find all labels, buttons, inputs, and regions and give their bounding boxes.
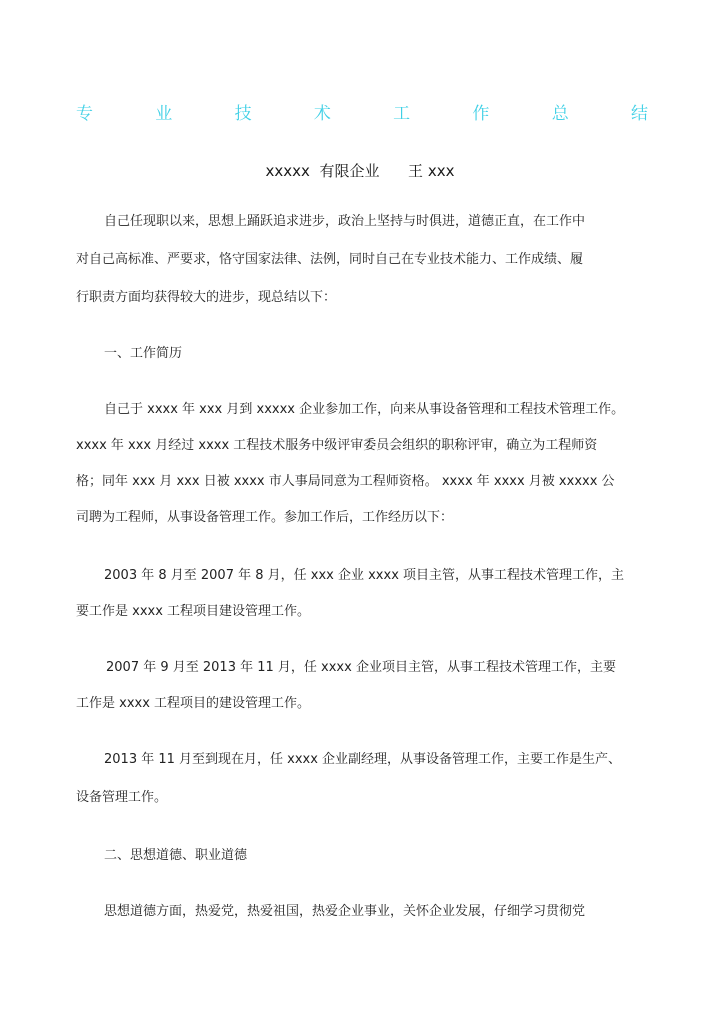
- history-entry-line: 2013 年 11 月至到现在月，任 xxxx 企业副经理，从事设备管理工作，主要工作是生产、: [104, 752, 622, 767]
- title-char: 工: [393, 104, 411, 124]
- title-char: 技: [234, 104, 252, 124]
- paragraph-line: 思想道德方面，热爱党，热爱祖国，热爱企业事业，关怀企业发展，仔细学习贯彻党: [104, 904, 586, 919]
- paragraph-line: xxxx 年 xxx 月经过 xxxx 工程技术服务中级评审委员会组织的职称评审，确立为工程师资: [76, 438, 598, 453]
- history-entry-line: 要工作是 xxxx 工程项目建设管理工作。: [76, 604, 311, 619]
- title-char: 业: [155, 104, 173, 124]
- history-entry-line: 设备管理工作。: [76, 790, 168, 805]
- document-subtitle: xxxxx 有限企业 王 xxx: [265, 162, 455, 180]
- title-char: 总: [551, 104, 569, 124]
- title-char: 专: [76, 104, 93, 124]
- intro-line: 对自己高标准、严要求，恪守国家法律、法例，同时自己在专业技术能力、工作成绩、履: [76, 252, 584, 267]
- title-char: 结: [630, 104, 648, 124]
- section-heading-ethics: 二、思想道德、职业道德: [104, 848, 248, 863]
- history-entry-line: 2007 年 9 月至 2013 年 11 月，任 xxxx 企业项目主管，从事工程技术管理工作，主要: [106, 660, 616, 675]
- title-char: 作: [472, 104, 490, 124]
- section-heading-work-history: 一、工作简历: [104, 346, 183, 361]
- history-entry-line: 工作是 xxxx 工程项目的建设管理工作。: [76, 696, 311, 711]
- history-entry-line: 2003 年 8 月至 2007 年 8 月，任 xxx 企业 xxxx 项目主管，从事工程技术管理工作，主: [104, 568, 625, 583]
- title-char: 术: [313, 104, 331, 124]
- paragraph-line: 自己于 xxxx 年 xxx 月到 xxxxx 企业参加工作，向来从事设备管理和工程技术管理工作。: [104, 402, 625, 417]
- document-title: [76, 102, 648, 126]
- intro-line: 自己任现职以来，思想上踊跃追求进步，政治上坚持与时俱进，道德正直，在工作中: [104, 214, 586, 229]
- paragraph-line: 司聘为工程师，从事设备管理工作。参加工作后，工作经历以下：: [76, 510, 454, 525]
- paragraph-line: 格；同年 xxx 月 xxx 日被 xxxx 市人事局同意为工程师资格。 xxxx 年 xxxx 月被 xxxxx 公: [76, 474, 615, 489]
- intro-line: 行职责方面均获得较大的进步，现总结以下：: [76, 290, 337, 305]
